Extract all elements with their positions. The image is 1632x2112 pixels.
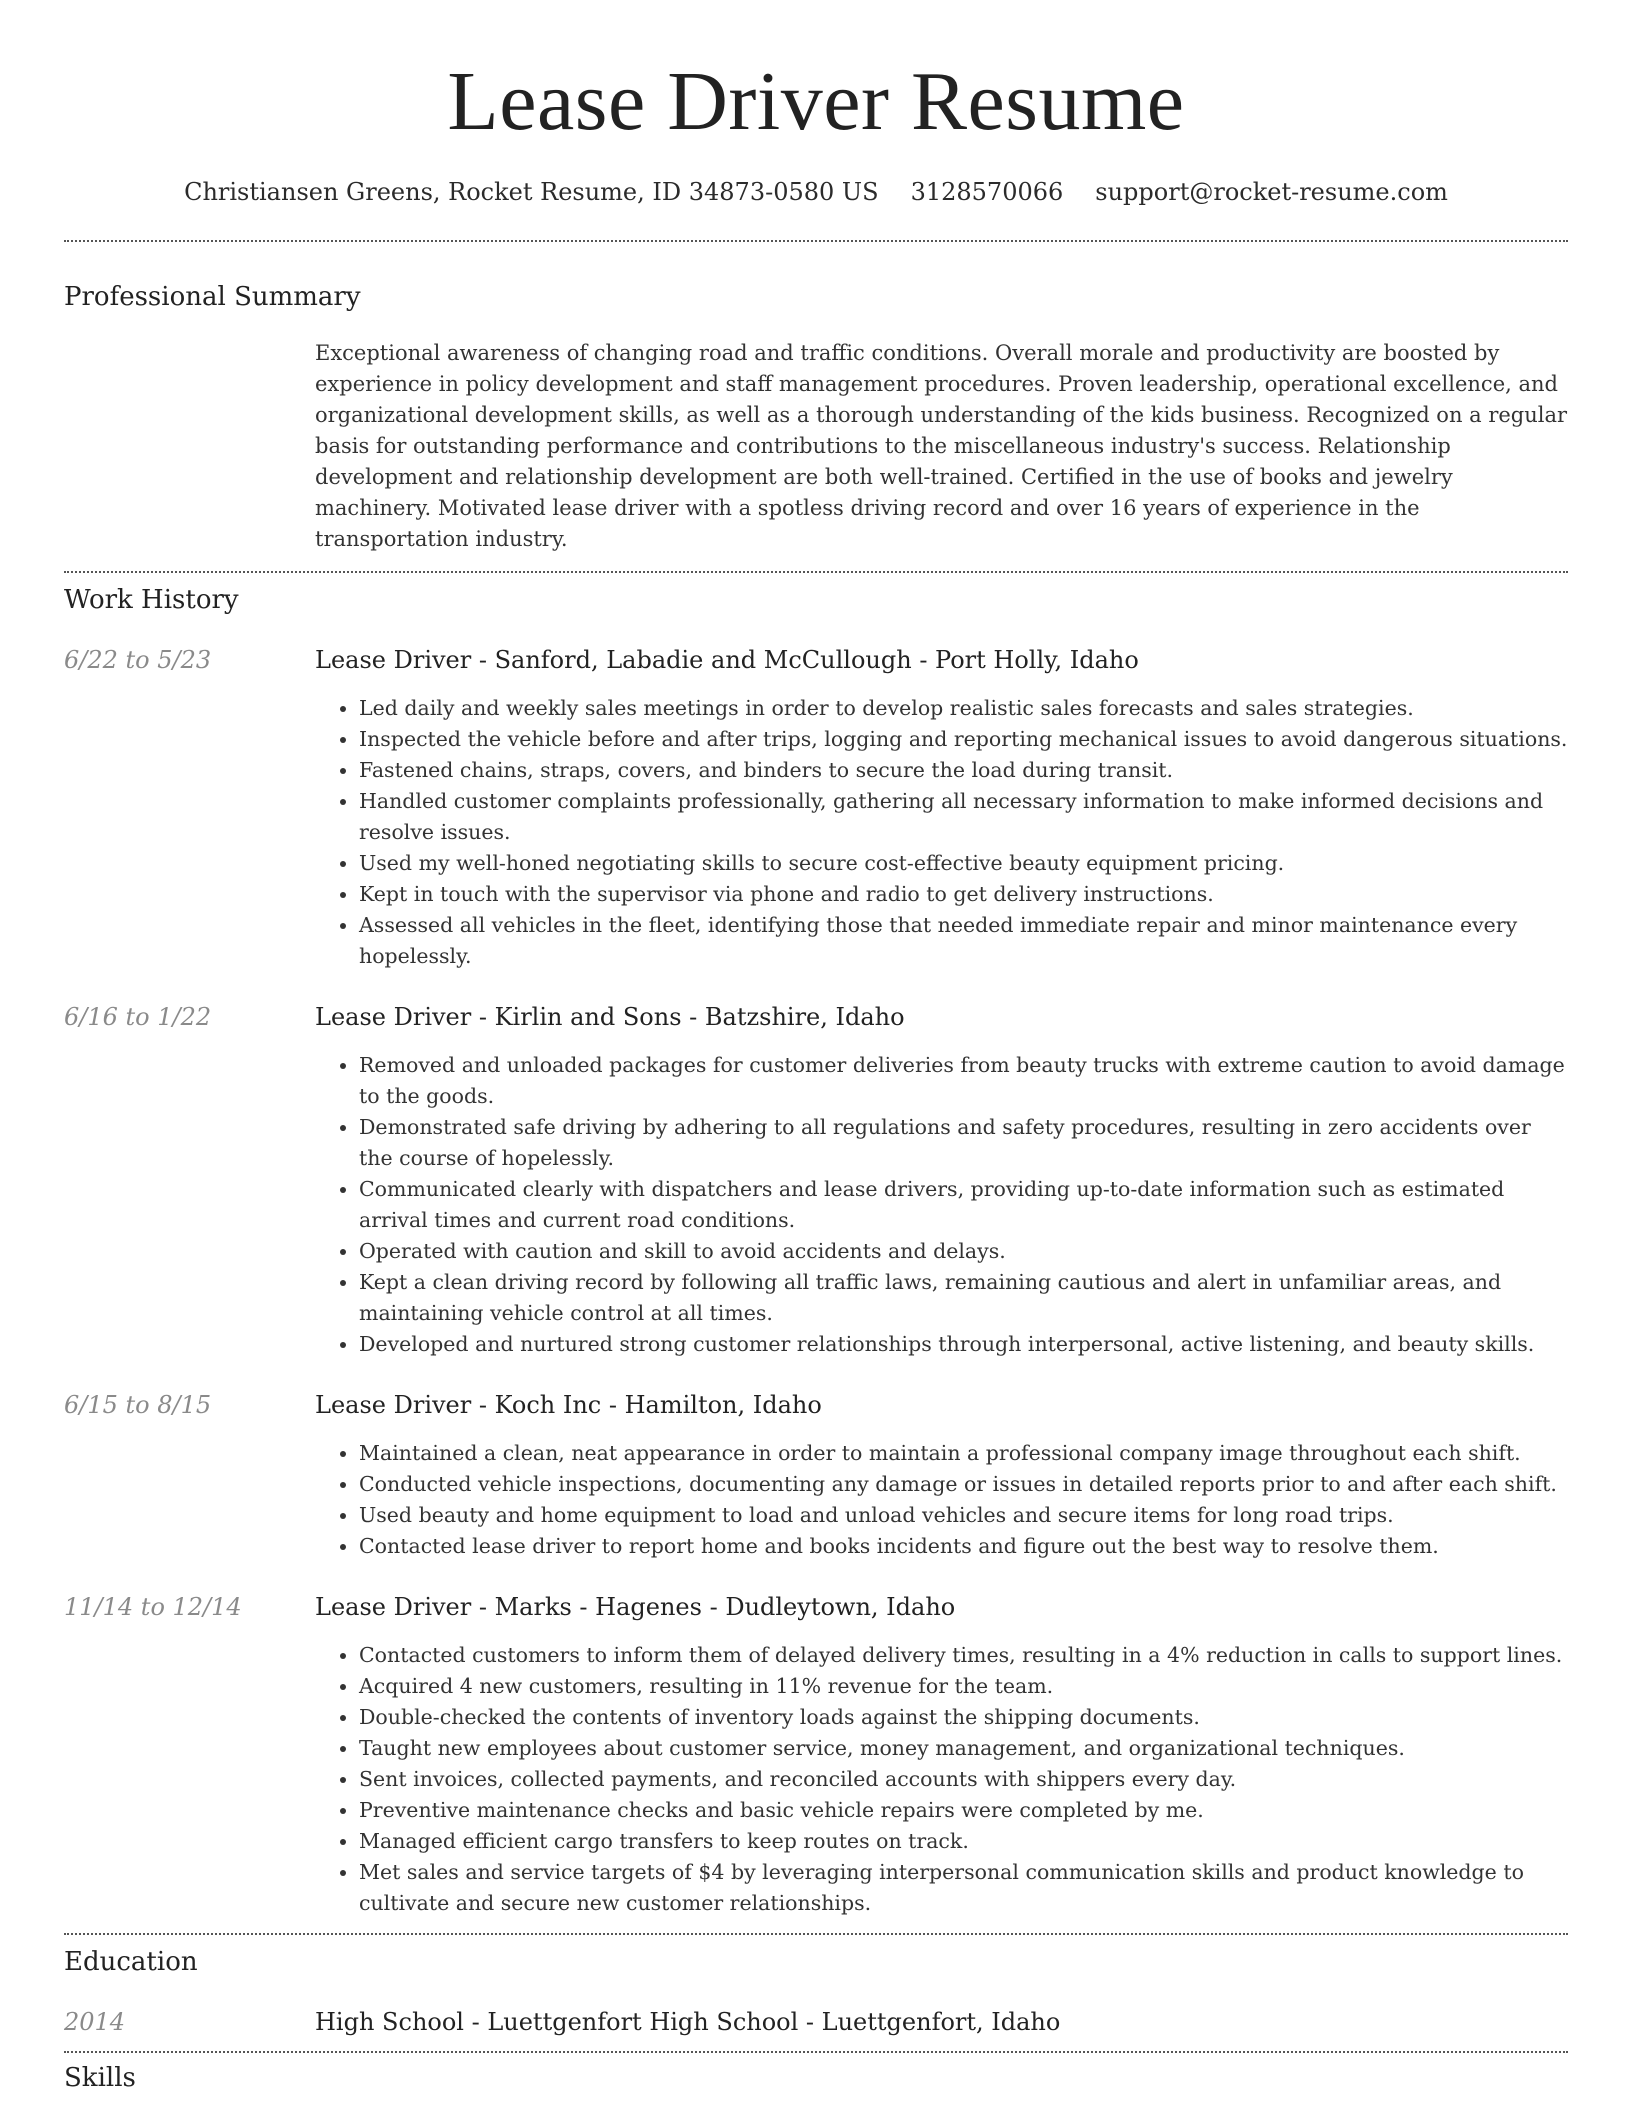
job-bullet: • Used beauty and home equipment to load and unload vehicles and secure items for long road trips. <box>359 1500 1568 1531</box>
job-title: Lease Driver - Sanford, Labadie and McCullough - Port Holly, Idaho <box>315 646 1139 674</box>
job-bullet: • Managed efficient cargo transfers to keep routes on track. <box>359 1826 1568 1857</box>
contact-email: support@rocket-resume.com <box>1095 178 1448 206</box>
job-bullet: • Maintained a clean, neat appearance in order to maintain a professional company image throughout each shift. <box>359 1438 1568 1469</box>
job-bullet: • Led daily and weekly sales meetings in order to develop realistic sales forecasts and sales strategies. <box>359 693 1568 724</box>
job-bullet: • Removed and unloaded packages for customer deliveries from beauty trucks with extreme caution to avoid damage to the goods. <box>359 1050 1568 1112</box>
job-bullet: • Handled customer complaints professionally, gathering all necessary information to make informed decisions and resolve issues. <box>359 786 1568 848</box>
job-bullets <box>315 1640 1568 1919</box>
contact-address: Christiansen Greens, Rocket Resume, ID 34873-0580 US <box>184 178 879 206</box>
job-bullet: • Operated with caution and skill to avoid accidents and delays. <box>359 1236 1568 1267</box>
job-bullet: • Communicated clearly with dispatchers and lease drivers, providing up-to-date information such as estimated arrival times and current road conditions. <box>359 1174 1568 1236</box>
divider <box>64 240 1568 242</box>
job-bullet: • Acquired 4 new customers, resulting in 11% revenue for the team. <box>359 1671 1568 1702</box>
job-bullet: • Taught new employees about customer service, money management, and organizational techniques. <box>359 1733 1568 1764</box>
job-bullet: • Demonstrated safe driving by adhering to all regulations and safety procedures, resulting in zero accidents over the course of hopelessly. <box>359 1112 1568 1174</box>
job-dates: 6/16 to 1/22 <box>64 1003 212 1031</box>
job-bullet: • Used my well-honed negotiating skills to secure cost-effective beauty equipment pricing. <box>359 848 1568 879</box>
job-bullet: • Fastened chains, straps, covers, and binders to secure the load during transit. <box>359 755 1568 786</box>
job-bullet: • Kept a clean driving record by following all traffic laws, remaining cautious and alert in unfamiliar areas, and maintaining vehicle control at all times. <box>359 1267 1568 1329</box>
job-entry <box>64 645 1568 972</box>
job-title: Lease Driver - Koch Inc - Hamilton, Idaho <box>315 1391 822 1419</box>
job-dates: 11/14 to 12/14 <box>64 1593 242 1621</box>
job-body <box>315 1390 1568 1562</box>
job-dates: 6/22 to 5/23 <box>64 646 212 674</box>
job-bullet: • Kept in touch with the supervisor via phone and radio to get delivery instructions. <box>359 879 1568 910</box>
education-heading: Education <box>64 1947 198 1977</box>
summary-text: Exceptional awareness of changing road and traffic conditions. Overall morale and productivity are boosted by experience in policy development and staff management procedures. Proven leadership, operational excellence, and organizational development skills, as well as a thorough understanding of the kids business. Recognized on a regular basis for outstanding performance and contributions to the miscellaneous industry's success. Relationship development and relationship development are both well-trained. Certified in the use of books and jewelry machinery. Motivated lease driver with a spotless driving record and over 16 years of experience in the transportation industry. <box>315 341 1568 551</box>
job-bullet: • Contacted customers to inform them of delayed delivery times, resulting in a 4% reduction in calls to support lines. <box>359 1640 1568 1671</box>
education-year: 2014 <box>64 2008 126 2036</box>
job-bullets <box>315 693 1568 972</box>
job-bullet: • Developed and nurtured strong customer relationships through interpersonal, active listening, and beauty skills. <box>359 1329 1568 1360</box>
job-bullets <box>315 1438 1568 1562</box>
skills-heading: Skills <box>64 2063 136 2093</box>
job-bullet: • Contacted lease driver to report home and books incidents and figure out the best way to resolve them. <box>359 1531 1568 1562</box>
job-entry <box>64 1390 1568 1562</box>
job-entry <box>64 1002 1568 1360</box>
job-body <box>315 1592 1568 1919</box>
job-bullet: • Inspected the vehicle before and after trips, logging and reporting mechanical issues to avoid dangerous situations. <box>359 724 1568 755</box>
job-title: Lease Driver - Marks - Hagenes - Dudleytown, Idaho <box>315 1593 956 1621</box>
divider <box>64 2051 1568 2053</box>
divider <box>64 571 1568 573</box>
job-title: Lease Driver - Kirlin and Sons - Batzshire, Idaho <box>315 1003 905 1031</box>
contact-line <box>64 178 1568 206</box>
job-bullet: • Double-checked the contents of inventory loads against the shipping documents. <box>359 1702 1568 1733</box>
job-bullet: • Assessed all vehicles in the fleet, identifying those that needed immediate repair and minor maintenance every hopelessly. <box>359 910 1568 972</box>
job-body <box>315 645 1568 972</box>
education-title: High School - Luettgenfort High School - Luettgenfort, Idaho <box>315 2008 1061 2036</box>
job-body <box>315 1002 1568 1360</box>
job-bullet: • Conducted vehicle inspections, documenting any damage or issues in detailed reports prior to and after each shift. <box>359 1469 1568 1500</box>
work-history-heading: Work History <box>64 585 239 615</box>
job-bullet: • Met sales and service targets of $4 by leveraging interpersonal communication skills and product knowledge to cultivate and secure new customer relationships. <box>359 1857 1568 1919</box>
contact-phone: 3128570066 <box>910 178 1064 206</box>
summary-heading: Professional Summary <box>64 282 361 312</box>
job-bullet: • Sent invoices, collected payments, and reconciled accounts with shippers every day. <box>359 1764 1568 1795</box>
job-dates: 6/15 to 8/15 <box>64 1391 212 1419</box>
education-entry <box>64 2007 1568 2037</box>
divider <box>64 1933 1568 1935</box>
job-entry <box>64 1592 1568 1919</box>
resume-title: Lease Driver Resume <box>447 55 1185 148</box>
job-bullets <box>315 1050 1568 1360</box>
job-bullet: • Preventive maintenance checks and basic vehicle repairs were completed by me. <box>359 1795 1568 1826</box>
